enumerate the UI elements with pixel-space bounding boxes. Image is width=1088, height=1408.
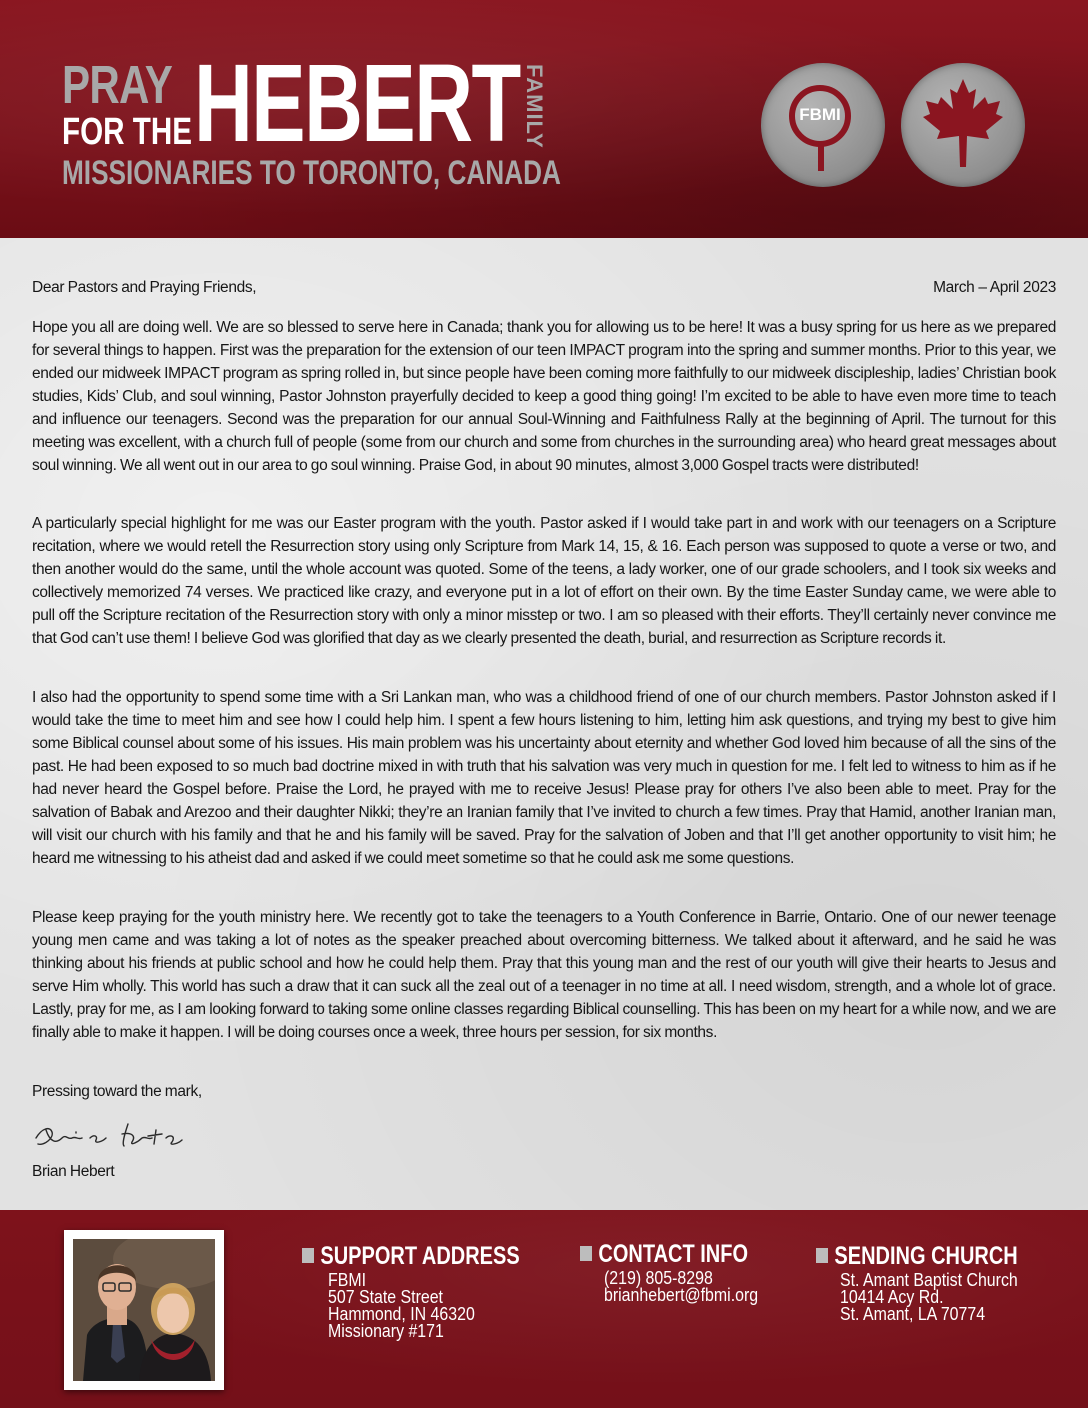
- logo-subtitle: MISSIONARIES TO TORONTO, CANADA: [62, 154, 561, 192]
- paragraph-3: I also had the opportunity to spend some time with a Sri Lankan man, who was a childhood friend of one of our church members. Pastor Johnston asked if I would take the time to meet him and see how I could help him. I spent a few hours listening to him, letting him ask questions, and trying my best to give him some Biblical counsel about some of his issues. His main problem was his uncertainty about eternity and whether God loved him because of all the sins of the past. He had been exposed to so much bad doctrine mixed in with truth that his salvation was very much in question for me. I felt led to witness to him as if he had never heard the Gospel before. Praise the Lord, he prayed with me to receive Jesus! Please pray for others I’ve also been able to meet. Pray for the salvation of Babak and Arezoo and their daughter Nikki; they’re an Iranian family that I’ve invited to church a few times. Pray that Hamid, another Iranian man, will visit our church with his family and that he and his family will be saved. Pray for the salvation of Joben and that I’ll get another opportunity to visit him; he heard me witnessing to his atheist dad and asked if we could meet sometime so that he could ask me some questions.: [32, 689, 1056, 867]
- contact-email-link[interactable]: brianhebert@fbmi.org: [604, 1284, 759, 1305]
- handwritten-signature: [32, 1116, 192, 1154]
- paragraph-1: Hope you all are doing well. We are so blessed to serve here in Canada; thank you for allowing us to be here! It was a busy spring for us here as we prepared for several things to happen. First was the preparation for the extension of our teen IMPACT program into the spring and summer months. Prior to this year, we ended our midweek IMPACT program as spring rolled in, but since people have been coming more faithfully to our midweek discipleship, ladies’ Christian book studies, Kids’ Club, and soul winning, Pastor Johnston prayerfully decided to keep a good thing going! I’m excited to be able to have even more time to teach and influence our teenagers. Second was the preparation for our annual Soul-Winning and Faithfulness Rally at the beginning of April. The turnout for this meeting was excellent, with a church full of people (some from our church and some from churches in the surrounding area) who heard great messages about soul winning. We all went out in our area to go soul winning. Praise God, in about 90 minutes, almost 3,000 Gospel tracts were distributed!: [32, 319, 1056, 474]
- family-photo: [73, 1239, 215, 1381]
- paragraph-4: Please keep praying for the youth ministry here. We recently got to take the teenagers to a Youth Conference in Barrie, Ontario. One of our newer teenage young men came and was taking a lot of notes as the speaker preached about overcoming bitterness. We talked about it afterward, and he said he was thinking about his friends at public school and how he could help them. Pray that this young man and the rest of our youth will give their hearts to Jesus and serve Him wholly. This world has such a draw that it can suck all the zeal out of a teenager in no time at all. I need wisdom, strength, and a whole lot of grace. Lastly, pray for me, as I am looking forward to taking some online classes regarding Biblical counselling. This has been on my heart for a while now, and we are finally able to make it happen. I will be doing courses once a week, three hours per session, for six months.: [32, 909, 1056, 1041]
- support-line: 507 State Street: [328, 1286, 443, 1307]
- logo-family-text: FAMILY: [522, 64, 547, 149]
- newsletter-header: [0, 0, 1088, 238]
- sending-church-block: [816, 1242, 1068, 1322]
- sending-line: 10414 Acy Rd.: [840, 1286, 944, 1307]
- bullet-square-icon: [302, 1248, 314, 1263]
- closing-line: Pressing toward the mark,: [32, 1083, 202, 1100]
- sending-line: St. Amant, LA 70774: [840, 1303, 986, 1324]
- signer-name: Brian Hebert: [32, 1163, 115, 1180]
- contact-info-block: [580, 1240, 790, 1303]
- letter-date: March – April 2023: [933, 279, 1056, 296]
- support-line: Missionary #171: [328, 1320, 444, 1341]
- fbmi-logo-icon: [761, 63, 885, 187]
- maple-leaf-icon: [901, 63, 1025, 187]
- logo-pray-text: PRAY: [62, 55, 173, 115]
- hebert-family-logo: [62, 42, 561, 192]
- salutation: Dear Pastors and Praying Friends,: [32, 279, 257, 296]
- support-line: FBMI: [328, 1269, 367, 1290]
- contact-phone: (219) 805-8298: [604, 1267, 713, 1288]
- bullet-square-icon: [580, 1246, 592, 1261]
- bullet-square-icon: [816, 1248, 828, 1263]
- paragraph-2: A particularly special highlight for me was our Easter program with the youth. Pastor asked if I would take part in and work with our teenagers on a Scripture recitation, where we would retell the Resurrection story using only Scripture from Mark 14, 15, & 16. Each person was supposed to quote a verse or two, and then another would do the same, until the whole account was quoted. Some of the teens, a lady worker, one of our grade schoolers, and I took six weeks and collectively memorized 74 verses. We practiced like crazy, and everyone put in a lot of effort on their own. By the time Easter Sunday came, we were able to pull off the Scripture recitation of the Resurrection story with only a minor misstep or two. I am so pleased with their efforts. They’ll certainly never convince me that God can’t use them! I believe God was glorified that day as we clearly presented the death, burial, and resurrection as Scripture records it.: [32, 515, 1056, 647]
- fbmi-badge-label: FBMI: [799, 105, 841, 124]
- family-photo-frame: [64, 1230, 224, 1390]
- family-photo-illustration: [73, 1239, 215, 1381]
- letter-body: [0, 238, 1088, 1210]
- sending-church-title: SENDING CHURCH: [834, 1242, 1018, 1270]
- logo-hebert-text: HEBERT: [194, 42, 520, 165]
- logo-for-the-text: FOR THE: [62, 111, 193, 153]
- support-line: Hammond, IN 46320: [328, 1303, 475, 1324]
- support-address-block: [302, 1242, 574, 1339]
- sending-line: St. Amant Baptist Church: [840, 1269, 1018, 1290]
- support-address-title: SUPPORT ADDRESS: [320, 1242, 520, 1270]
- newsletter-footer: [0, 1210, 1088, 1408]
- contact-info-title: CONTACT INFO: [598, 1240, 749, 1268]
- maple-leaf-svg: [901, 63, 1025, 187]
